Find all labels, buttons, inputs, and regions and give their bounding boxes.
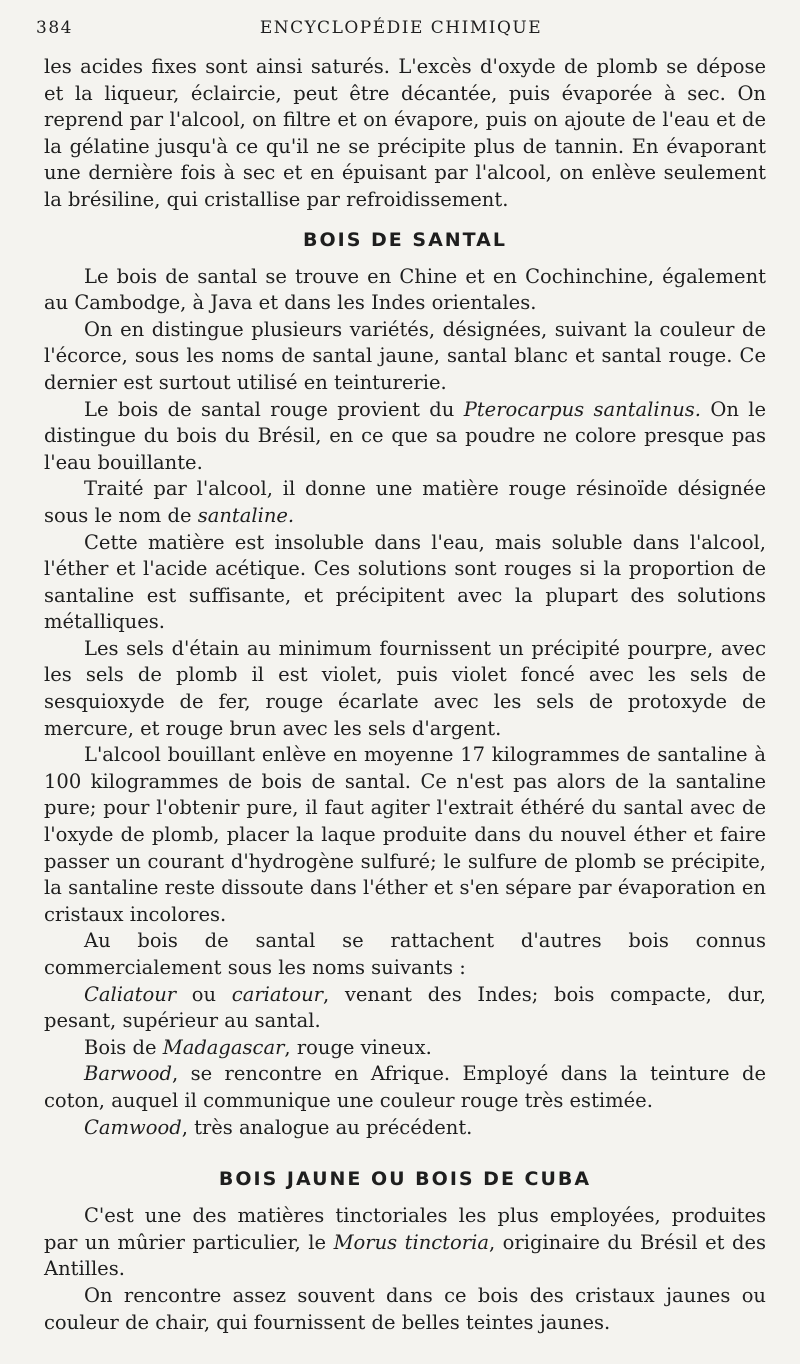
paragraph: L'alcool bouillant enlève en moyenne 17 kilogrammes de santaline à 100 kilogrammes de bois de santal. Ce n'est pas alors de la santaline pure; pour l'obtenir pure, il faut agiter l'extrait éthéré du santal avec de l'oxyde de plomb, placer la laque produite dans du nouvel éther et faire passer un courant d'hydrogène sulfuré; le sulfure de plomb se précipite, la santaline reste dissoute dans l'éther et s'en sépare par évaporation en cristaux incolores. [44,743,766,926]
wood-name: Barwood [84,1062,172,1086]
text: , originaire du Brésil et des Antilles. [44,1230,766,1281]
text: , rouge vineux. [284,1035,432,1059]
text: ou [176,982,232,1006]
wood-item [44,982,766,1035]
text: Traité par l'alcool, il donne une matière rouge résinoïde désignée sous le nom de [44,477,766,527]
paragraph: Cette matière est insoluble dans l'eau, mais soluble dans l'alcool, l'éther et l'acide acétique. Ces solutions sont rouges si la proportion de santaline est suffisante, et précipitent avec la plupart des solutions métalliques. [44,530,766,634]
paragraph: Les sels d'étain au minimum fournissent un précipité pourpre, avec les sels de plomb il est violet, puis violet foncé avec les sels de sesquioxyde de fer, rouge écarlate avec les sels de protoxyde de mercure, et rouge brun avec les sels d'argent. [44,636,766,740]
intro-paragraph: les acides fixes sont ainsi saturés. L'excès d'oxyde de plomb se dépose et la liqueur, éclaircie, peut être décantée, puis évaporée à sec. On reprend par l'alcool, on filtre et on évapore, puis on ajoute de l'eau et de la gélatine jusqu'à ce qu'il ne se précipite plus de tannin. En évaporant une dernière fois à sec et en épuisant par l'alcool, on enlève seulement la brésiline, qui cristallise par refroidissement. [44,55,766,211]
wood-name: Camwood [84,1115,182,1139]
wood-name: Caliatour [84,982,177,1006]
text: Le bois de santal rouge provient du [84,397,464,421]
wood-item [44,1035,766,1062]
page-number: 384 [36,18,73,38]
text: , se rencontre en Afrique. Employé dans la teinture de coton, auquel il communique une couleur rouge très estimée. [44,1062,766,1112]
paragraph: Au bois de santal se rattachent d'autres bois connus commercialement sous les noms suivants : [44,929,766,979]
section-heading-santal: BOIS DE SANTAL [303,228,507,251]
running-title: ENCYCLOPÉDIE CHIMIQUE [259,18,543,38]
text: , très analogue au précédent. [181,1115,473,1139]
text: C'est une des matières tinctoriales les plus employées, produites par un mûrier particulier, le [44,1204,766,1254]
species-name: Pterocarpus santalinus. [463,397,701,421]
paragraph [44,1203,766,1283]
wood-name: Madagascar [162,1035,285,1059]
paragraph [44,476,766,529]
text: , venant des Indes; bois compacte, dur, pesant, supérieur au santal. [44,982,766,1033]
page-body [44,54,766,1336]
text: Bois de [84,1035,163,1059]
term: santaline. [197,503,295,527]
species-name: Morus tinctoria [333,1230,489,1254]
wood-item [44,1115,766,1142]
section-heading-bois-jaune: BOIS JAUNE OU BOIS DE CUBA [218,1168,592,1191]
wood-item [44,1061,766,1114]
page-header [36,18,766,42]
paragraph: On en distingue plusieurs variétés, désignées, suivant la couleur de l'écorce, sous les noms de santal jaune, santal blanc et santal rouge. Ce dernier est surtout utilisé en teinturerie. [44,317,766,394]
paragraph [44,397,766,477]
paragraph: Le bois de santal se trouve en Chine et en Cochinchine, également au Cambodge, à Java et dans les Indes orientales. [44,264,766,315]
wood-name: cariatour [231,982,323,1006]
text: On le distingue du bois du Brésil, en ce que sa poudre ne colore presque pas l'eau bouillante. [44,397,766,474]
paragraph: On rencontre assez souvent dans ce bois des cristaux jaunes ou couleur de chair, qui fournissent de belles teintes jaunes. [44,1283,766,1334]
